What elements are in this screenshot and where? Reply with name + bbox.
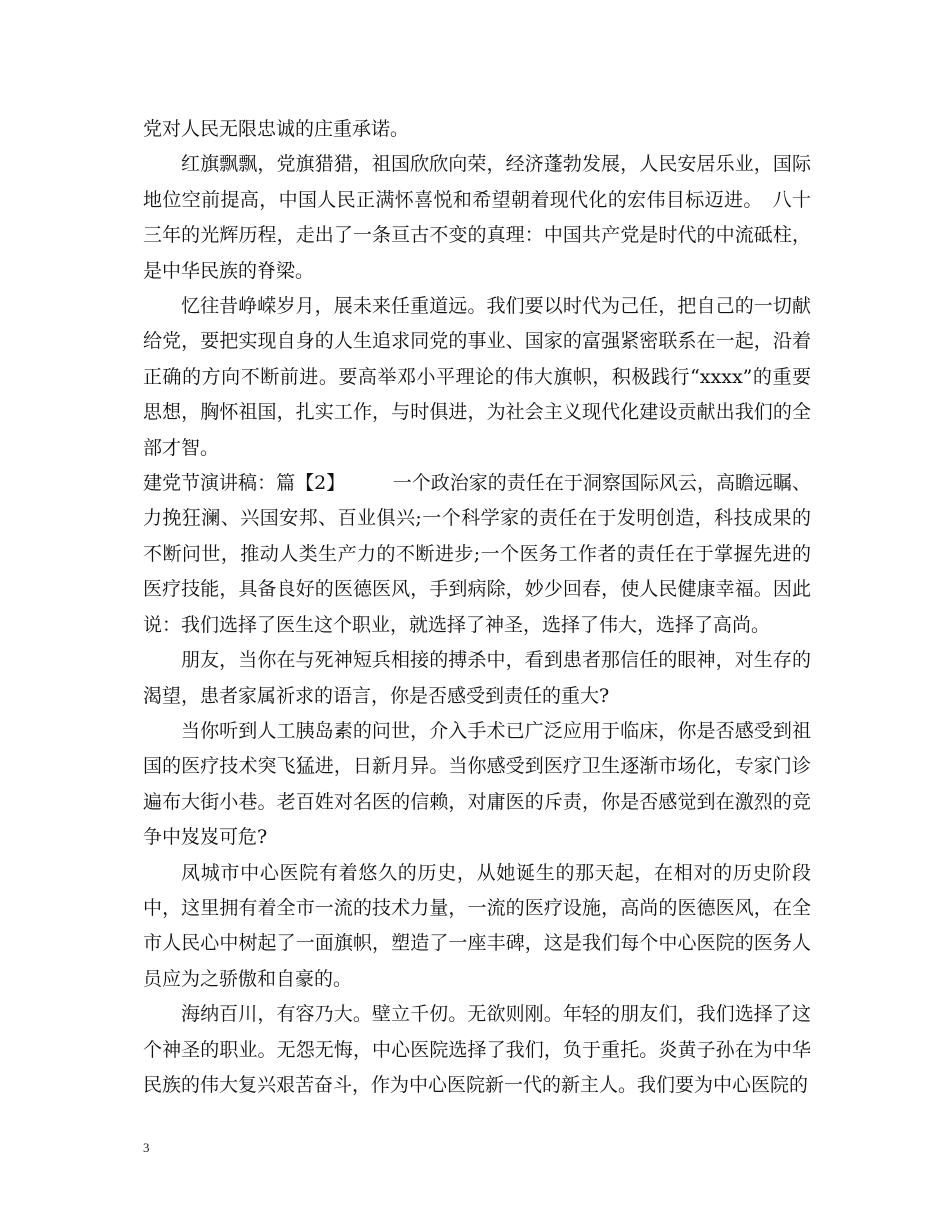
paragraph-recall-past: 忆往昔峥嵘岁月，展未来任重道远。我们要以时代为己任，把自己的一切献给党，要把实现自身的人生追求同党的事业、国家的富强紧密联系在一起，沿着正确的方向不断前进。要高举邓小平理论的伟大旗帜，积极践行“xxxx”的重要思想，胸怀祖国，扎实工作，与时俱进，为社会主义现代化建设贡献出我们的全部才智。 <box>143 295 811 459</box>
paragraph-speech-heading: 建党节演讲稿：篇【2】 一个政治家的责任在于洞察国际风云，高瞻远瞩、力挽狂澜、兴国安邦、百业俱兴;一个科学家的责任在于发明创造，科技成果的不断问世，推动人类生产力的不断进步;一个医务工作者的责任在于掌握先进的医疗技能，具备良好的医德医风，手到病除，妙少回春，使人民健康幸福。因此说：我们选择了医生这个职业，就选择了神圣，选择了伟大，选择了高尚。 <box>143 472 811 636</box>
page-number: 3 <box>143 1140 150 1155</box>
paragraph-hospital-history: 凤城市中心医院有着悠久的历史，从她诞生的那天起，在相对的历史阶段中，这里拥有着全市一流的技术力量，一流的医疗设施，高尚的医德医风，在全市人民心中树起了一面旗帜，塑造了一座丰碑，这是我们每个中心医院的医务人员应为之骄傲和自豪的。 <box>143 861 811 990</box>
paragraph-continuation: 党对人民无限忠诚的庄重承诺。 <box>143 118 410 140</box>
paragraph-sea-rivers: 海纳百川，有容乃大。壁立千仞。无欲则刚。年轻的朋友们，我们选择了这个神圣的职业。无怨无悔，中心医院选择了我们，负于重托。炎黄子孙在为中华民族的伟大复兴艰苦奋斗，作为中心医院新一代的新主人。我们要为中心医院的 <box>143 1003 811 1096</box>
paragraph-red-flags: 红旗飘飘，党旗猎猎，祖国欣欣向荣，经济蓬勃发展，人民安居乐业，国际地位空前提高，中国人民正满怀喜悦和希望朝着现代化的宏伟目标迈进。 八十三年的光辉历程，走出了一条亘古不变的真理：中国共产党是时代的中流砥柱，是中华民族的脊梁。 <box>143 153 811 282</box>
paragraph-insulin: 当你听到人工胰岛素的问世，介入手术已广泛应用于临床，你是否感受到祖国的医疗技术突飞猛进，日新月异。当你感受到医疗卫生逐渐市场化，专家门诊遍布大街小巷。老百姓对名医的信赖，对庸医的斥责，你是否感觉到在激烈的竞争中岌岌可危? <box>143 719 811 849</box>
paragraph-friend: 朋友，当你在与死神短兵相接的搏杀中，看到患者那信任的眼神，对生存的渴望，患者家属祈求的语言，你是否感受到责任的重大? <box>143 649 811 707</box>
document-body <box>143 112 811 1103</box>
